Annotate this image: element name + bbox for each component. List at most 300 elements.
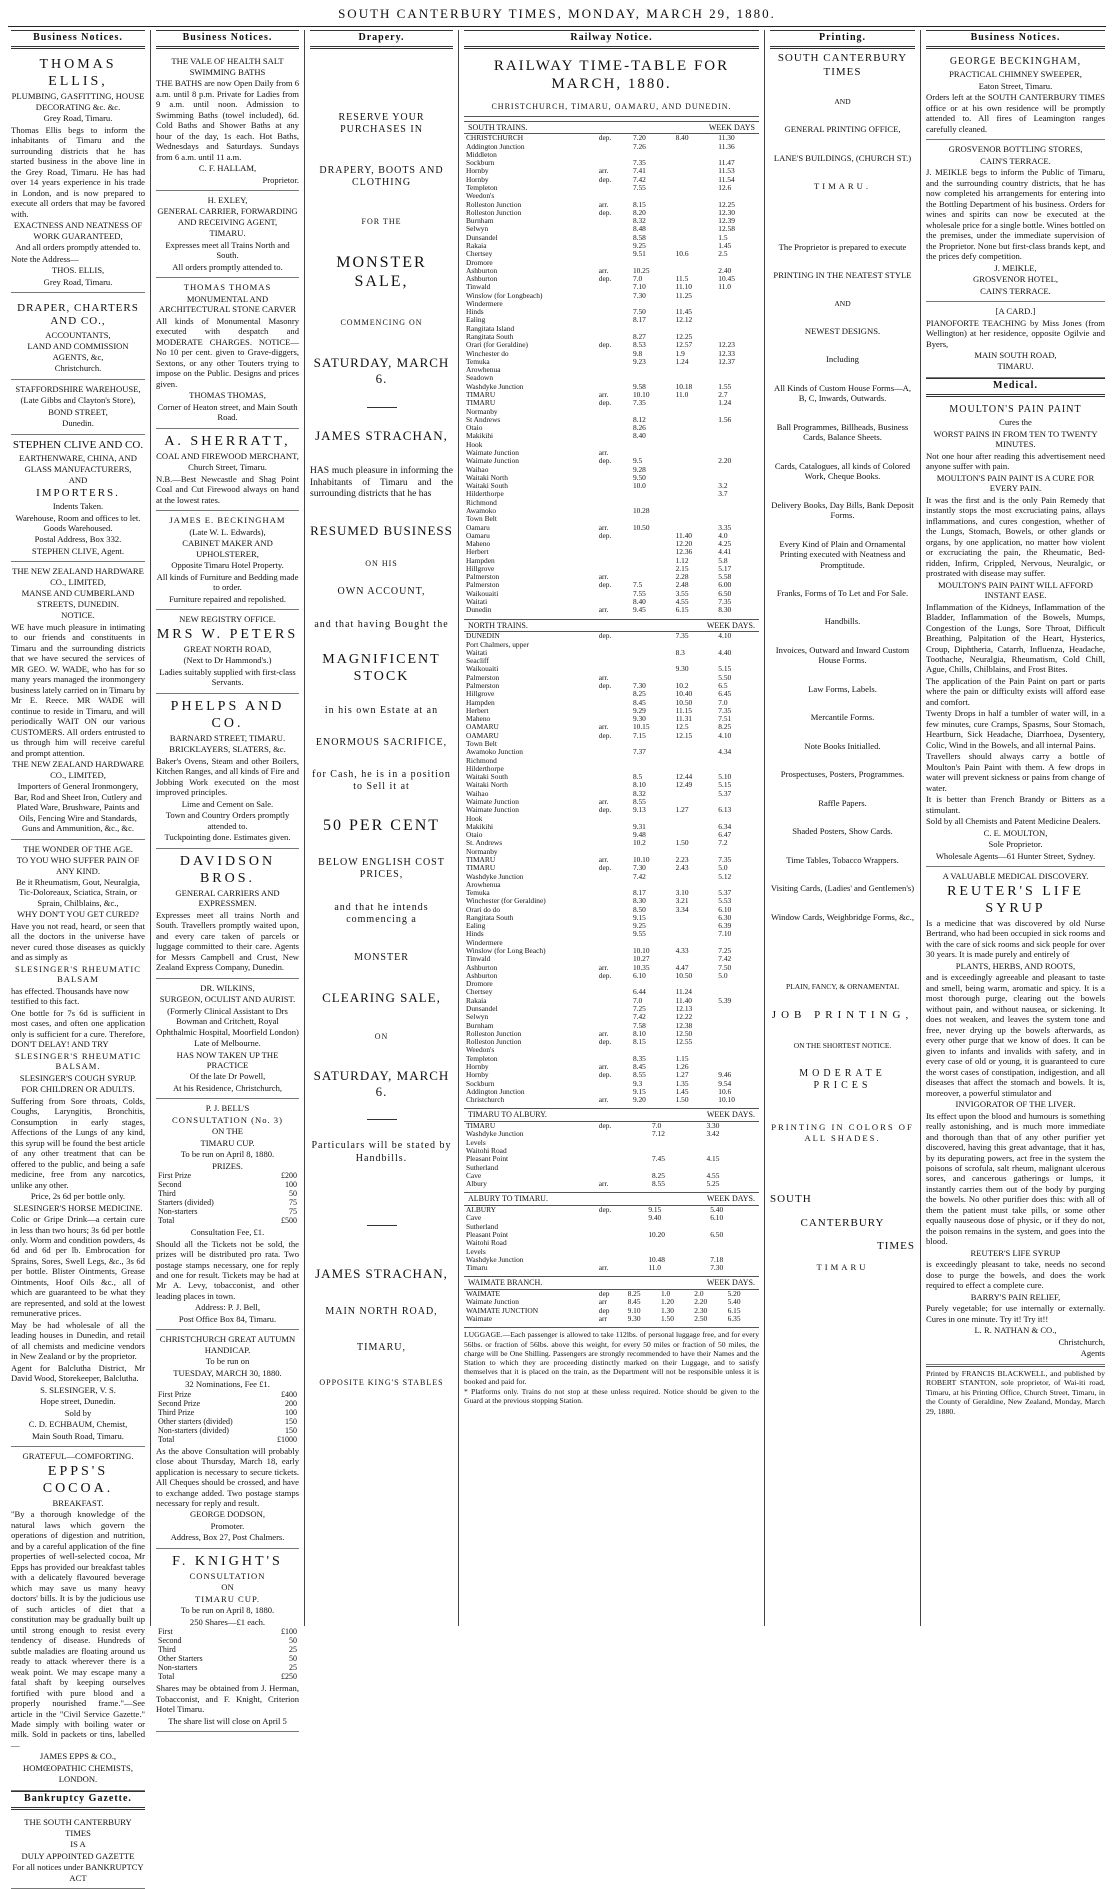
row-value <box>597 151 631 159</box>
ad-text: All Kinds of Custom House Forms—A, B, C, Inwards, Outwards. <box>773 382 912 404</box>
ad-text: PLAIN, FANCY, & ORNAMENTAL <box>785 982 900 992</box>
row-value: 8.45 <box>627 1297 641 1307</box>
ad-text: Sole Proprietor. <box>988 839 1043 850</box>
row-value: 3.35 <box>718 522 732 532</box>
row-value: 1.20 <box>660 1297 674 1307</box>
row-value: 9.25 <box>632 921 646 931</box>
row-label: Arowhenua <box>466 365 501 375</box>
row-value: 10.18 <box>675 381 693 391</box>
ad-title: THE NEW ZEALAND HARDWARE CO., LIMITED, <box>12 566 144 587</box>
ad-text: MONUMENTAL AND ARCHITECTURAL STONE CARVER <box>158 293 297 315</box>
row-value <box>674 399 717 407</box>
ad-text: MANSE AND CUMBERLAND STREETS, DUNEDIN. <box>21 588 135 609</box>
row-value <box>716 432 759 440</box>
row-value: 11.53 <box>718 166 735 176</box>
row-value: 7.30 <box>632 681 646 691</box>
row-label: Oamaru <box>466 522 490 532</box>
row-value: 7.35 <box>632 158 646 168</box>
row-label: TIMARU <box>466 1121 496 1131</box>
ad-text: Promoter. <box>210 1520 245 1531</box>
timetable-subheader <box>464 121 759 135</box>
row-value: 8.10 <box>632 780 646 790</box>
row-value: 7.45 <box>651 1154 665 1164</box>
row-label: Palmerston <box>466 572 500 582</box>
row-label: Addington Junction <box>466 1086 525 1096</box>
row-value: arr. <box>598 1263 609 1273</box>
row-value: 1.45 <box>718 240 732 250</box>
row-value: 12.33 <box>718 348 735 358</box>
row-label: Dunsandel <box>466 1004 498 1013</box>
ad-text: MOULTON'S PAIN PAINT IS A CURE FOR EVERY PAIN. <box>936 472 1095 494</box>
ad-text: HAS NOW TAKEN UP THE PRACTICE <box>176 1049 279 1070</box>
row-value: 8.5 <box>632 772 643 782</box>
row-value: 8.48 <box>632 224 646 234</box>
table-row <box>464 532 759 540</box>
table-row <box>464 499 759 507</box>
row-value: 6.45 <box>718 689 732 699</box>
ad-text: C. D. ECHBAUM, Chemist, <box>28 1419 128 1430</box>
table-row <box>464 1005 759 1013</box>
row-value <box>674 234 717 242</box>
row-value <box>597 1231 647 1239</box>
ad-text: IS A <box>70 1839 86 1850</box>
row-value: 8.55 <box>632 1070 646 1080</box>
ad-text: Grey Road, Timaru. <box>43 113 113 124</box>
row-label: Levels <box>466 1137 486 1147</box>
row-value <box>597 930 631 938</box>
ad-text: Franks, Forms of To Let and For Sale. <box>776 588 909 598</box>
row-label: Rolleston Junction <box>466 207 522 217</box>
prize-table <box>156 1172 299 1226</box>
row-value: dep <box>598 1289 610 1299</box>
ad-text: To be run on April 8, 1880. <box>180 1149 275 1160</box>
ad-body: All kinds of Monumental Masonry executed with despatch and MODERATE CHARGES. NOTICE—No 10 per cent. given to Grave-diggers, Sextons, or any other Touters trying to impose on the Public. Designs and prices given. <box>156 315 299 389</box>
ad-title: A. SHERRATT, <box>164 433 291 449</box>
row-label: Waimate Junction <box>466 456 519 466</box>
timetable-subheader <box>464 1192 759 1206</box>
ad-text: ON HIS <box>365 558 398 568</box>
ad-text: LAND AND COMMISSION AGENTS, &c, <box>27 341 129 362</box>
ad-title: MRS W. PETERS <box>156 626 299 642</box>
row-value: 2.20 <box>694 1297 708 1307</box>
row-value: 50 <box>289 1189 297 1199</box>
row-value <box>597 988 631 996</box>
ad-text: (Next to Dr Hammond's.) <box>183 655 272 666</box>
table-row <box>464 457 759 465</box>
row-value: 5.17 <box>718 563 732 573</box>
ad-text: TIMARU. <box>813 181 872 192</box>
ad-registry-office <box>156 610 299 694</box>
row-value: 12.23 <box>718 340 735 350</box>
row-value <box>674 457 717 465</box>
ad-dr-wilkins <box>156 979 299 1100</box>
ad-text: in his own Estate at an <box>324 704 439 716</box>
ad-text: Church Street, Timaru. <box>188 462 267 473</box>
row-label: Ashburton <box>466 274 498 284</box>
row-value <box>674 366 717 374</box>
row-value <box>674 507 717 515</box>
row-value: 9.15 <box>632 912 646 922</box>
row-value <box>631 641 674 649</box>
row-value: 8.25 <box>718 722 732 732</box>
ad-title: H. EXLEY, <box>207 195 248 205</box>
ad-text: OPPOSITE KING'S STABLES <box>319 1378 444 1388</box>
row-value: 8.25 <box>627 1289 641 1299</box>
ad-text: CAIN'S TERRACE. <box>980 285 1051 296</box>
row-value: 8.55 <box>632 796 646 806</box>
ad-thomas-ellis <box>11 52 145 293</box>
ad-text: JOB PRINTING, <box>771 1009 914 1022</box>
ad-text: To be run on April 8, 1880. <box>180 1605 275 1616</box>
row-value: 8.55 <box>651 1179 665 1189</box>
row-value: 9.31 <box>632 821 646 831</box>
row-label: Waitaki North <box>466 472 508 482</box>
row-label: Non-starters <box>158 1663 198 1673</box>
row-label: Rolleston Junction <box>466 199 522 209</box>
row-label: Waitaki South <box>466 481 508 491</box>
row-value <box>674 515 717 523</box>
row-value <box>597 1080 631 1088</box>
row-value: 11.0 <box>675 390 689 399</box>
ad-text: Invoices, Outward and Inward Custom House Forms. <box>775 644 910 666</box>
ad-text: AND <box>68 475 88 486</box>
table-row <box>464 988 759 996</box>
row-value: 10.6 <box>718 1086 732 1096</box>
ad-text: Agents <box>1080 1348 1105 1359</box>
ad-text: TIMARU. <box>209 228 246 239</box>
row-value: £200 <box>281 1171 297 1181</box>
ad-text: All orders promptly attended to. <box>172 261 283 272</box>
ad-text: ON <box>374 1031 389 1041</box>
row-label: Winchester do <box>466 348 509 358</box>
row-value: 5.12 <box>718 871 732 881</box>
ad-signature: STEPHEN CLIVE, Agent. <box>31 545 125 556</box>
row-value: 12.22 <box>675 1012 693 1022</box>
table-row <box>464 225 759 233</box>
ad-body: It is better than French Brandy or Bitters as a stimulant. <box>926 794 1105 815</box>
row-value: 7.10 <box>632 282 646 292</box>
table-row <box>156 1436 299 1445</box>
ad-exley <box>156 191 299 278</box>
row-value: 2.48 <box>675 580 689 590</box>
row-value <box>674 151 717 159</box>
row-value <box>597 889 631 897</box>
row-value: 8.30 <box>718 605 732 615</box>
row-value: 7.55 <box>632 588 646 598</box>
row-value: 8.17 <box>632 888 646 898</box>
row-value <box>716 1013 759 1021</box>
row-value: 10.40 <box>675 689 693 699</box>
row-label: Chertsey <box>466 249 493 259</box>
row-label: Starters (divided) <box>158 1198 214 1208</box>
ad-body: The application of the Pain Paint on part or parts where the pain or difficulty exists will afford ease and comfort. <box>926 675 1105 707</box>
row-value: 9.25 <box>632 240 646 250</box>
ad-signature: L. R. NATHAN & CO., <box>974 1325 1057 1336</box>
row-label: Templeton <box>466 1053 498 1063</box>
subheader-days: WEEK DAYS <box>708 122 755 132</box>
ad-signature: S. SLESINGER, V. S. <box>40 1384 116 1395</box>
row-value <box>674 408 717 416</box>
row-value: 9.58 <box>632 381 646 391</box>
row-value: 7.41 <box>632 166 646 176</box>
row-value <box>674 225 717 233</box>
table-row <box>464 1088 759 1096</box>
row-label: Palmerston <box>466 672 500 682</box>
table-row <box>464 873 759 881</box>
ad-text: Main South Road, Timaru. <box>32 1430 124 1441</box>
row-value: 5.53 <box>718 896 732 906</box>
row-value: dep <box>598 1305 610 1315</box>
ad-title: STEPHEN CLIVE AND CO. <box>12 438 144 451</box>
row-label: Ashburton <box>466 265 498 275</box>
row-value: dep. <box>598 805 612 815</box>
row-value: dep. <box>598 207 612 217</box>
row-value: 5.15 <box>718 780 732 790</box>
row-label: Pleasant Point <box>466 1229 509 1239</box>
row-value: 5.37 <box>718 888 732 898</box>
row-value: dep. <box>598 863 612 873</box>
ad-text: and that having Bought the <box>314 618 449 630</box>
ad-text: Shaded Posters, Show Cards. <box>792 826 893 837</box>
row-value: arr. <box>598 265 609 275</box>
row-value: 3.55 <box>675 588 689 598</box>
ad-text: To be run on <box>205 1356 250 1367</box>
ad-text: 50 PER CENT <box>322 816 441 834</box>
ad-text: ON THE <box>211 1126 244 1137</box>
row-value: 8.32 <box>632 788 646 798</box>
row-value <box>597 748 631 756</box>
row-value: 8.3 <box>675 647 685 657</box>
ad-title: GEORGE BECKINGHAM, <box>949 56 1082 68</box>
table-row <box>464 167 759 175</box>
row-value: 7.58 <box>632 1020 646 1030</box>
row-label: Weedon's <box>466 1045 495 1055</box>
table-row <box>156 1637 299 1646</box>
ad-text: 32 Nominations, Fee £1. <box>185 1379 270 1390</box>
row-value: 11.45 <box>675 307 692 317</box>
table-row <box>464 573 759 581</box>
row-value: 12.50 <box>675 1028 693 1038</box>
row-label: Normanby <box>466 846 498 856</box>
row-value <box>597 980 631 988</box>
table-row <box>464 972 759 980</box>
ad-body: Have you not read, heard, or seen that all the doctors in the universe have never cured those diseases as quickly and as simply as <box>11 920 145 963</box>
row-value: 7.51 <box>718 714 732 724</box>
row-label: St. Andrews <box>466 838 503 848</box>
row-value <box>597 1223 647 1231</box>
ad-text: Grey Road, Timaru. <box>43 276 113 287</box>
ad-text: (Late Gibbs and Clayton's Store), <box>20 395 136 406</box>
row-value <box>631 657 674 665</box>
ad-text: Window Cards, Weighbridge Forms, &c., <box>771 911 914 922</box>
row-value: arr. <box>598 390 609 399</box>
row-value <box>716 316 759 324</box>
row-value: arr. <box>598 1061 609 1071</box>
row-value <box>597 316 631 324</box>
row-value: 4.55 <box>706 1170 720 1180</box>
ad-text: And all orders promptly attended to. <box>15 242 141 253</box>
ad-text: Ladies suitably supplied with first-class Servants. <box>159 666 296 688</box>
row-value <box>674 432 717 440</box>
row-value: 7.30 <box>632 290 646 300</box>
row-value: arr. <box>598 572 609 582</box>
table-row <box>156 1664 299 1673</box>
ad-text: GENERAL PRINTING OFFICE, <box>784 124 901 135</box>
ad-text: Opposite Timaru Hotel Property. <box>171 560 284 571</box>
ad-text: Delivery Books, Day Bills, Bank Deposit Forms. <box>771 499 914 521</box>
row-value: 6.47 <box>718 830 732 840</box>
table-row <box>464 292 759 300</box>
ad-nz-hardware <box>11 562 145 839</box>
row-label: Washdyke Junction <box>466 1129 524 1139</box>
row-value: 2.40 <box>718 265 732 275</box>
row-value <box>597 548 631 556</box>
row-label: Sutherland <box>466 1162 499 1172</box>
ad-text: Handbills. <box>824 616 861 627</box>
row-value: 9.30 <box>632 714 646 724</box>
ad-text: SLESINGER'S HORSE MEDICINE. <box>13 1202 143 1213</box>
row-value <box>597 1155 650 1163</box>
ad-text: CABINET MAKER AND UPHOLSTERER, <box>182 538 273 559</box>
row-label: Hinds <box>466 929 484 939</box>
masthead: SOUTH CANTERBURY TIMES, MONDAY, MARCH 29, 1880. <box>338 6 776 21</box>
table-row <box>464 955 759 963</box>
ad-text: PLANTS, HERBS, AND ROOTS, <box>955 960 1076 971</box>
subheader-label: NORTH TRAINS. <box>468 620 528 630</box>
table-row <box>464 267 759 275</box>
row-label: Cave <box>466 1213 482 1223</box>
ad-text: SATURDAY, MARCH 6. <box>313 355 450 387</box>
row-label: Ealing <box>466 921 486 931</box>
ad-body: Shares may be obtained from J. Herman, Tobacconist, and F. Knight, Criterion Hotel Timaru. <box>156 1683 299 1715</box>
row-value: dep. <box>598 580 612 590</box>
row-value: 5.39 <box>718 995 732 1005</box>
table-row <box>464 366 759 374</box>
row-label: Hampden <box>466 555 495 565</box>
waimate-branch-table <box>464 1290 759 1323</box>
ad-text: BELOW ENGLISH COST PRICES, <box>318 857 445 881</box>
subheader-days: WEEK DAYS. <box>706 1110 755 1120</box>
ad-text: EXACTNESS AND NEATNESS OF WORK GUARANTEED, <box>13 220 143 241</box>
ad-text: ACCOUNTANTS, <box>45 329 111 340</box>
row-value <box>597 707 631 715</box>
row-value <box>597 540 631 548</box>
row-value: 9.5 <box>632 456 643 466</box>
row-label: Burnham <box>466 1020 494 1030</box>
table-row <box>464 151 759 159</box>
row-value: 6.35 <box>727 1313 741 1323</box>
row-value: 11.24 <box>675 987 692 997</box>
row-value: 7.42 <box>632 871 646 881</box>
ad-text: PRINTING IN THE NEATEST STYLE <box>773 270 912 281</box>
table-row <box>464 234 759 242</box>
row-value <box>674 192 717 200</box>
row-label: Maheno <box>466 714 491 724</box>
row-label: Cave <box>466 1170 482 1180</box>
row-value <box>597 424 631 432</box>
ad-title: F. KNIGHT'S <box>172 1553 283 1569</box>
row-label: Makikihi <box>466 431 494 441</box>
row-label: Waitaki North <box>466 780 508 790</box>
row-value: 7.50 <box>718 962 732 972</box>
row-label: Otaio <box>466 830 483 840</box>
row-value: 12.58 <box>718 224 735 234</box>
row-value: 10.2 <box>675 681 689 691</box>
row-value <box>597 184 631 192</box>
prize-table <box>156 1628 299 1682</box>
row-label: Hampden <box>466 697 495 707</box>
ad-title: DRAPER, CHARTERS AND CO., <box>17 302 139 328</box>
row-value: 10.2 <box>632 838 646 848</box>
table-row <box>464 209 759 217</box>
row-value: 2.5 <box>718 249 728 259</box>
timetable-subheader <box>464 1276 759 1290</box>
row-value: 2.20 <box>718 456 732 466</box>
section-heading: Business Notices. <box>11 30 145 49</box>
row-value: 1.24 <box>675 356 689 366</box>
row-value: 9.13 <box>632 805 646 815</box>
row-value: 8.27 <box>632 332 646 342</box>
table-row <box>464 391 759 399</box>
row-value: dep. <box>598 456 612 466</box>
row-value: 1.30 <box>660 1305 674 1315</box>
row-value: 7.30 <box>710 1263 724 1273</box>
row-label: Rakaia <box>466 240 487 250</box>
table-row <box>464 598 759 606</box>
row-value: 1.45 <box>675 1086 689 1096</box>
row-label: Sutherland <box>466 1221 499 1231</box>
row-value <box>597 325 631 333</box>
row-label: Seacliff <box>466 656 489 666</box>
ad-reuters-life-syrup <box>926 867 1105 1365</box>
row-value <box>631 757 674 765</box>
row-label: Awamoko <box>466 505 497 515</box>
row-value: 7.35 <box>718 597 732 607</box>
row-value <box>674 424 717 432</box>
row-label: Port Chalmers, upper <box>466 639 530 649</box>
row-value: 12.55 <box>675 1037 693 1047</box>
row-value: arr. <box>598 1095 609 1105</box>
row-value: 6.5 <box>718 681 728 691</box>
row-value: 12.20 <box>675 539 693 549</box>
row-label: Herbert <box>466 705 489 715</box>
row-value: 7.35 <box>718 705 732 715</box>
row-value: 8.17 <box>632 315 646 325</box>
subheader-days: WEEK DAYS. <box>706 1194 755 1204</box>
row-value: 11.15 <box>675 705 692 715</box>
row-label: Hornby <box>466 174 489 184</box>
ad-signature: THOS. ELLIS, <box>51 265 105 276</box>
ad-title: JAMES E. BECKINGHAM <box>169 515 286 526</box>
row-value: 10.10 <box>632 390 650 399</box>
row-value: 8.15 <box>632 199 646 209</box>
row-value: 8.40 <box>675 133 689 143</box>
ad-text: HOMŒOPATHIC CHEMISTS, <box>23 1762 133 1773</box>
table-row <box>464 848 759 856</box>
row-value: 2.50 <box>694 1313 708 1323</box>
ad-text: Christchurch. <box>54 363 102 374</box>
row-value: arr. <box>598 605 609 615</box>
table-row <box>464 930 759 938</box>
row-label: CHRISTCHURCH <box>466 133 524 143</box>
row-value <box>597 997 631 1005</box>
row-label: Windermere <box>466 937 503 947</box>
row-value <box>597 922 631 930</box>
ad-text: FOR CHILDREN OR ADULTS. <box>21 1084 135 1095</box>
row-value: 9.54 <box>718 1078 732 1088</box>
row-value <box>650 1139 705 1147</box>
row-value: 12.25 <box>718 199 735 209</box>
